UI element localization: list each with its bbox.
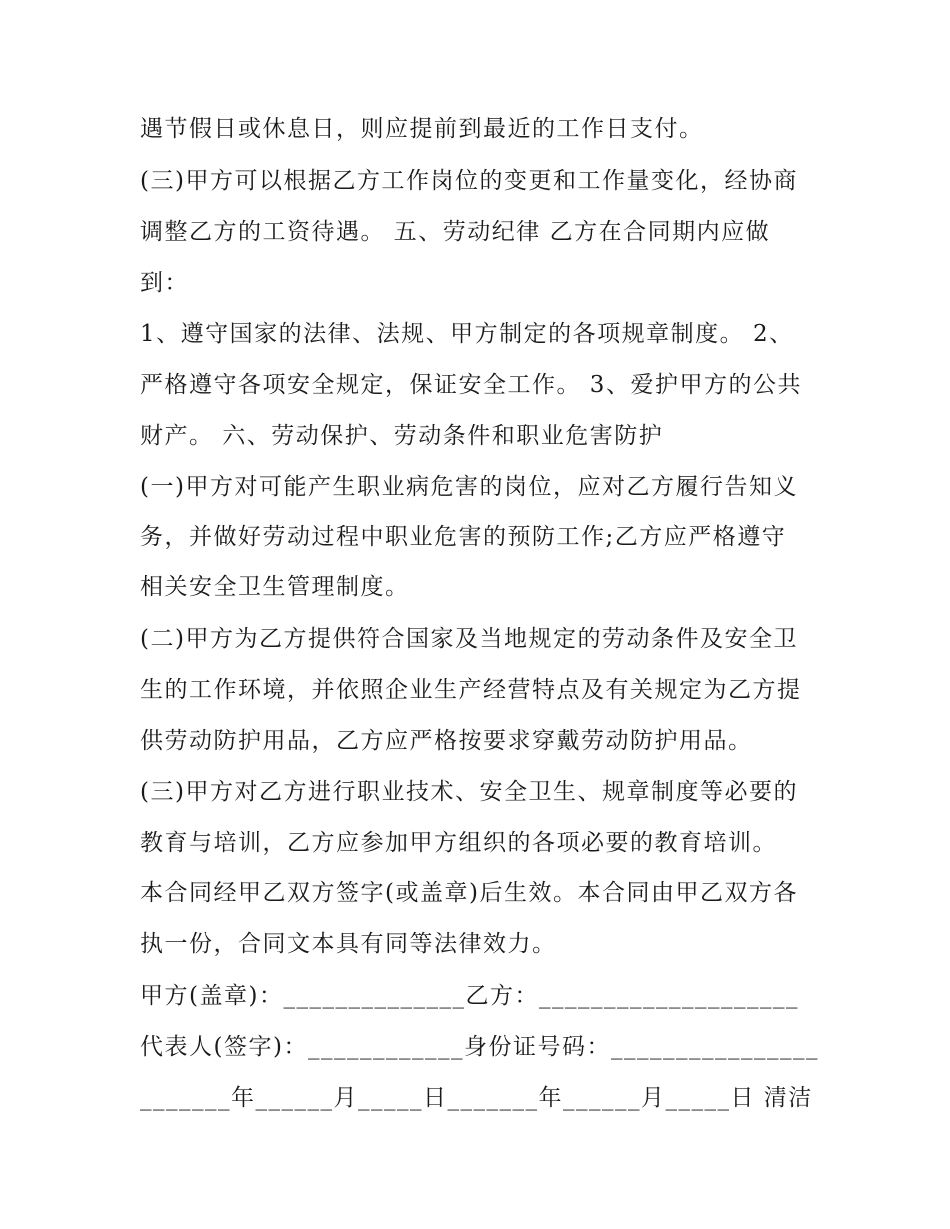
- text-line: 供劳动防护用品，乙方应严格按要求穿戴劳动防护用品。: [140, 728, 753, 754]
- text-line: 执一份，合同文本具有同等法律效力。: [140, 931, 557, 957]
- text-line: 严格遵守各项安全规定，保证安全工作。 3、爱护甲方的公共: [140, 372, 802, 398]
- text-line: (二)甲方为乙方提供符合国家及当地规定的劳动条件及安全卫: [140, 626, 798, 652]
- text-line: 教育与培训，乙方应参加甲方组织的各项必要的教育培训。: [140, 830, 777, 856]
- text-line: (一)甲方对可能产生职业病危害的岗位，应对乙方履行告知义: [140, 474, 798, 500]
- text-line: 务，并做好劳动过程中职业危害的预防工作;乙方应严格遵守: [140, 524, 787, 550]
- date-line: _______年______月_____日_______年______月_____日 清洁: [140, 1085, 813, 1111]
- text-line: 调整乙方的工资待遇。 五、劳动纪律 乙方在合同期内应做: [140, 219, 771, 245]
- text-line: 到：: [140, 270, 189, 296]
- section-heading-line: 财产。 六、劳动保护、劳动条件和职业危害防护: [140, 423, 664, 449]
- text-line: 本合同经甲乙双方签字(或盖章)后生效。本合同由甲乙双方各: [140, 880, 798, 906]
- text-line: 遇节假日或休息日，则应提前到最近的工作日支付。: [140, 116, 704, 142]
- text-line: (三)甲方可以根据乙方工作岗位的变更和工作量变化，经协商: [140, 168, 798, 194]
- text-line: 生的工作环境，并依照企业生产经营特点及有关规定为乙方提: [140, 677, 802, 703]
- text-line: 1、遵守国家的法律、法规、甲方制定的各项规章制度。 2、: [140, 321, 794, 347]
- signature-line-party-a-b: 甲方(盖章)：______________乙方：____________________: [140, 983, 799, 1009]
- text-line: 相关安全卫生管理制度。: [140, 574, 410, 600]
- signature-line-representative-id: 代表人(签字)：____________身份证号码：________________: [140, 1034, 819, 1060]
- text-line: (三)甲方对乙方进行职业技术、安全卫生、规章制度等必要的: [140, 779, 798, 805]
